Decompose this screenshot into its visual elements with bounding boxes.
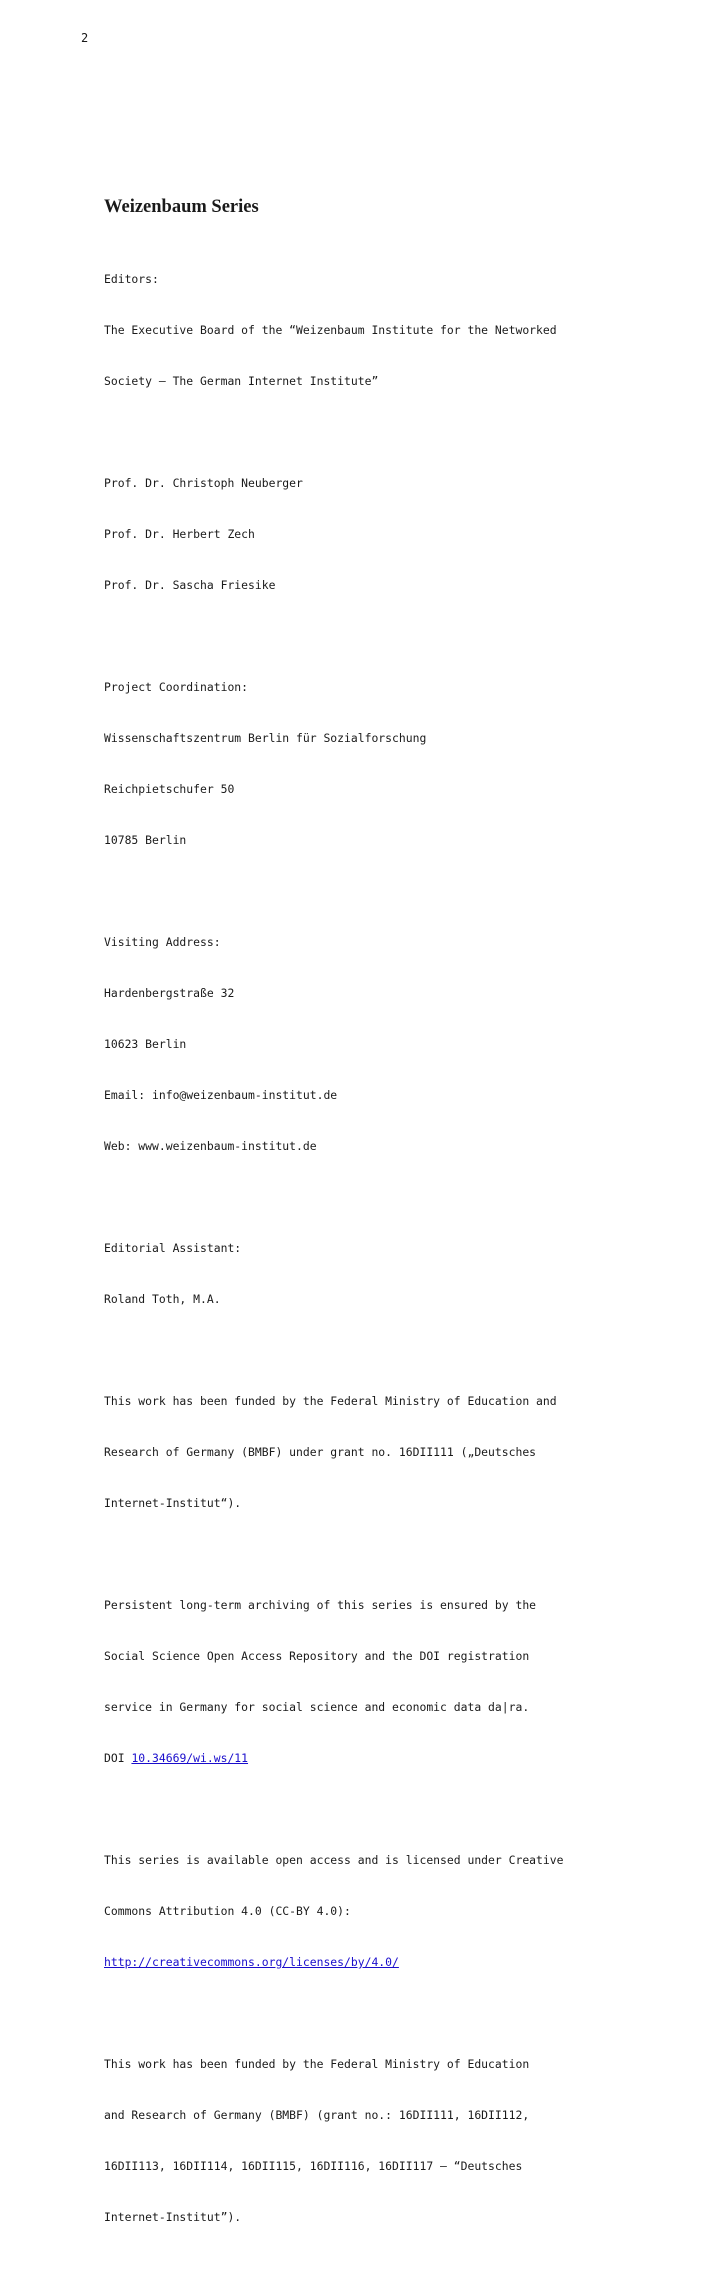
doi-prefix: DOI xyxy=(104,1751,132,1765)
imprint-content xyxy=(104,196,704,2277)
page-number: 2 xyxy=(81,31,89,45)
address-line: 10623 Berlin xyxy=(104,1037,187,1051)
visiting-address-section xyxy=(104,900,704,1189)
license-section xyxy=(104,1818,704,2005)
archiving-line: service in Germany for social science and economic data da|ra. xyxy=(104,1700,530,1714)
funding-line: This work has been funded by the Federal Ministry of Education and xyxy=(104,1394,557,1408)
editorial-assistant-name: Roland Toth, M.A. xyxy=(104,1292,221,1306)
doi-link[interactable]: 10.34669/wi.ws/11 xyxy=(131,1751,249,1765)
address-line: 10785 Berlin xyxy=(104,833,187,847)
editor-name: Prof. Dr. Sascha Friesike xyxy=(104,578,276,592)
license-link-line xyxy=(104,1954,704,1971)
funding-line: Internet-Institut“). xyxy=(104,1496,242,1510)
archiving-section xyxy=(104,1563,704,1801)
funding-section xyxy=(104,1359,704,1546)
editors-section xyxy=(104,237,704,424)
archiving-line: Persistent long-term archiving of this series is ensured by the xyxy=(104,1598,537,1612)
editorial-assistant-label: Editorial Assistant: xyxy=(104,1241,242,1255)
address-line: Hardenbergstraße 32 xyxy=(104,986,235,1000)
funding-grants-section xyxy=(104,2022,704,2260)
editor-names-section xyxy=(104,441,704,628)
license-link[interactable]: http://creativecommons.org/licenses/by/4.0/ xyxy=(104,1955,399,1969)
series-title: Weizenbaum Series xyxy=(104,197,259,217)
visiting-address-label: Visiting Address: xyxy=(104,935,221,949)
license-line: This series is available open access and is licensed under Creative xyxy=(104,1853,564,1867)
address-line: Reichpietschufer 50 xyxy=(104,782,235,796)
editors-board-line: Society – The German Internet Institute” xyxy=(104,374,379,388)
funding-line: Research of Germany (BMBF) under grant no. 16DII111 („Deutsches xyxy=(104,1445,537,1459)
project-coordination-label: Project Coordination: xyxy=(104,680,249,694)
editorial-assistant-section xyxy=(104,1206,704,1342)
archiving-line: Social Science Open Access Repository and the DOI registration xyxy=(104,1649,530,1663)
web-line: Web: www.weizenbaum-institut.de xyxy=(104,1139,317,1153)
funding-line: Internet-Institut”). xyxy=(104,2210,242,2224)
editor-name: Prof. Dr. Christoph Neuberger xyxy=(104,476,303,490)
editor-name: Prof. Dr. Herbert Zech xyxy=(104,527,255,541)
editors-board-line: The Executive Board of the “Weizenbaum Institute for the Networked xyxy=(104,323,557,337)
address-line: Wissenschaftszentrum Berlin für Sozialforschung xyxy=(104,731,427,745)
license-line: Commons Attribution 4.0 (CC-BY 4.0): xyxy=(104,1904,351,1918)
email-line: Email: info@weizenbaum-institut.de xyxy=(104,1088,338,1102)
editors-label: Editors: xyxy=(104,272,159,286)
project-coordination-section xyxy=(104,645,704,883)
funding-line: This work has been funded by the Federal Ministry of Education xyxy=(104,2057,530,2071)
funding-line: and Research of Germany (BMBF) (grant no.: 16DII111, 16DII112, xyxy=(104,2108,530,2122)
funding-line: 16DII113, 16DII114, 16DII115, 16DII116, 16DII117 – “Deutsches xyxy=(104,2159,523,2173)
doi-line xyxy=(104,1750,704,1767)
